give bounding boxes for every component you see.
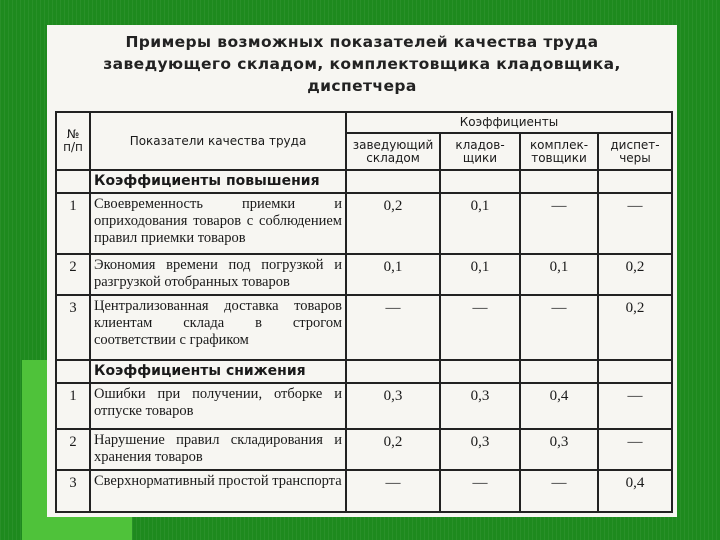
row-value: — — [598, 193, 672, 253]
table-row — [56, 295, 672, 360]
title-line: Примеры возможных показателей качества труда — [125, 33, 599, 51]
row-indicator: Экономия времени под погрузкой и разгрузкой отобранных товаров — [90, 254, 346, 296]
row-number: 1 — [56, 383, 90, 429]
title-line: диспетчера — [307, 77, 417, 95]
table-row — [56, 383, 672, 429]
table-header-row — [56, 112, 672, 133]
header-coefficients: Коэффициенты — [346, 112, 672, 133]
header-number: № п/п — [56, 112, 90, 170]
row-number: 2 — [56, 254, 90, 296]
header-col-storekeepers: кладов- щики — [440, 133, 520, 171]
row-value: — — [520, 295, 598, 360]
section-title: Коэффициенты снижения — [90, 360, 346, 383]
row-value: 0,4 — [520, 383, 598, 429]
header-indicators: Показатели качества труда — [90, 112, 346, 170]
row-value: — — [346, 470, 440, 512]
row-indicator: Сверхнормативный простой транспорта — [90, 470, 346, 512]
row-value: 0,1 — [440, 193, 520, 253]
row-indicator: Своевременность приемки и оприходования товаров с соблюдением правил приемки товаров — [90, 193, 346, 253]
row-number: 2 — [56, 429, 90, 471]
header-col-dispatchers: диспет- черы — [598, 133, 672, 171]
section-title: Коэффициенты повышения — [90, 170, 346, 193]
header-col-head-of-warehouse: заведующий складом — [346, 133, 440, 171]
decorative-accent-bar-bottom — [22, 516, 132, 540]
row-value: 0,3 — [346, 383, 440, 429]
row-value: 0,2 — [346, 429, 440, 471]
table-row — [56, 193, 672, 253]
row-value: 0,2 — [598, 254, 672, 296]
row-value: — — [598, 429, 672, 471]
row-value: 0,3 — [440, 383, 520, 429]
row-value: 0,4 — [598, 470, 672, 512]
row-indicator: Ошибки при получении, отборке и отпуске товаров — [90, 383, 346, 429]
row-indicator: Нарушение правил складирования и хранения товаров — [90, 429, 346, 471]
row-number: 3 — [56, 295, 90, 360]
row-value: 0,2 — [598, 295, 672, 360]
row-number: 3 — [56, 470, 90, 512]
quality-indicators-table — [55, 111, 673, 513]
header-col-pickers: комплек- товщики — [520, 133, 598, 171]
table-row — [56, 470, 672, 512]
row-value: — — [440, 470, 520, 512]
row-indicator: Централизованная доставка товаров клиентам склада в строгом соответствии с графиком — [90, 295, 346, 360]
section-header-row — [56, 360, 672, 383]
section-header-row — [56, 170, 672, 193]
row-value: — — [598, 383, 672, 429]
row-value: 0,1 — [346, 254, 440, 296]
document-title — [47, 31, 677, 97]
row-value: 0,1 — [520, 254, 598, 296]
table-row — [56, 254, 672, 296]
row-value: — — [440, 295, 520, 360]
row-value: 0,2 — [346, 193, 440, 253]
document-page — [47, 25, 677, 517]
row-value: 0,3 — [520, 429, 598, 471]
row-number: 1 — [56, 193, 90, 253]
row-value: — — [346, 295, 440, 360]
row-value: — — [520, 470, 598, 512]
table-row — [56, 429, 672, 471]
row-value: 0,1 — [440, 254, 520, 296]
title-line: заведующего складом, комплектовщика кладовщика, — [103, 55, 621, 73]
row-value: 0,3 — [440, 429, 520, 471]
row-value: — — [520, 193, 598, 253]
